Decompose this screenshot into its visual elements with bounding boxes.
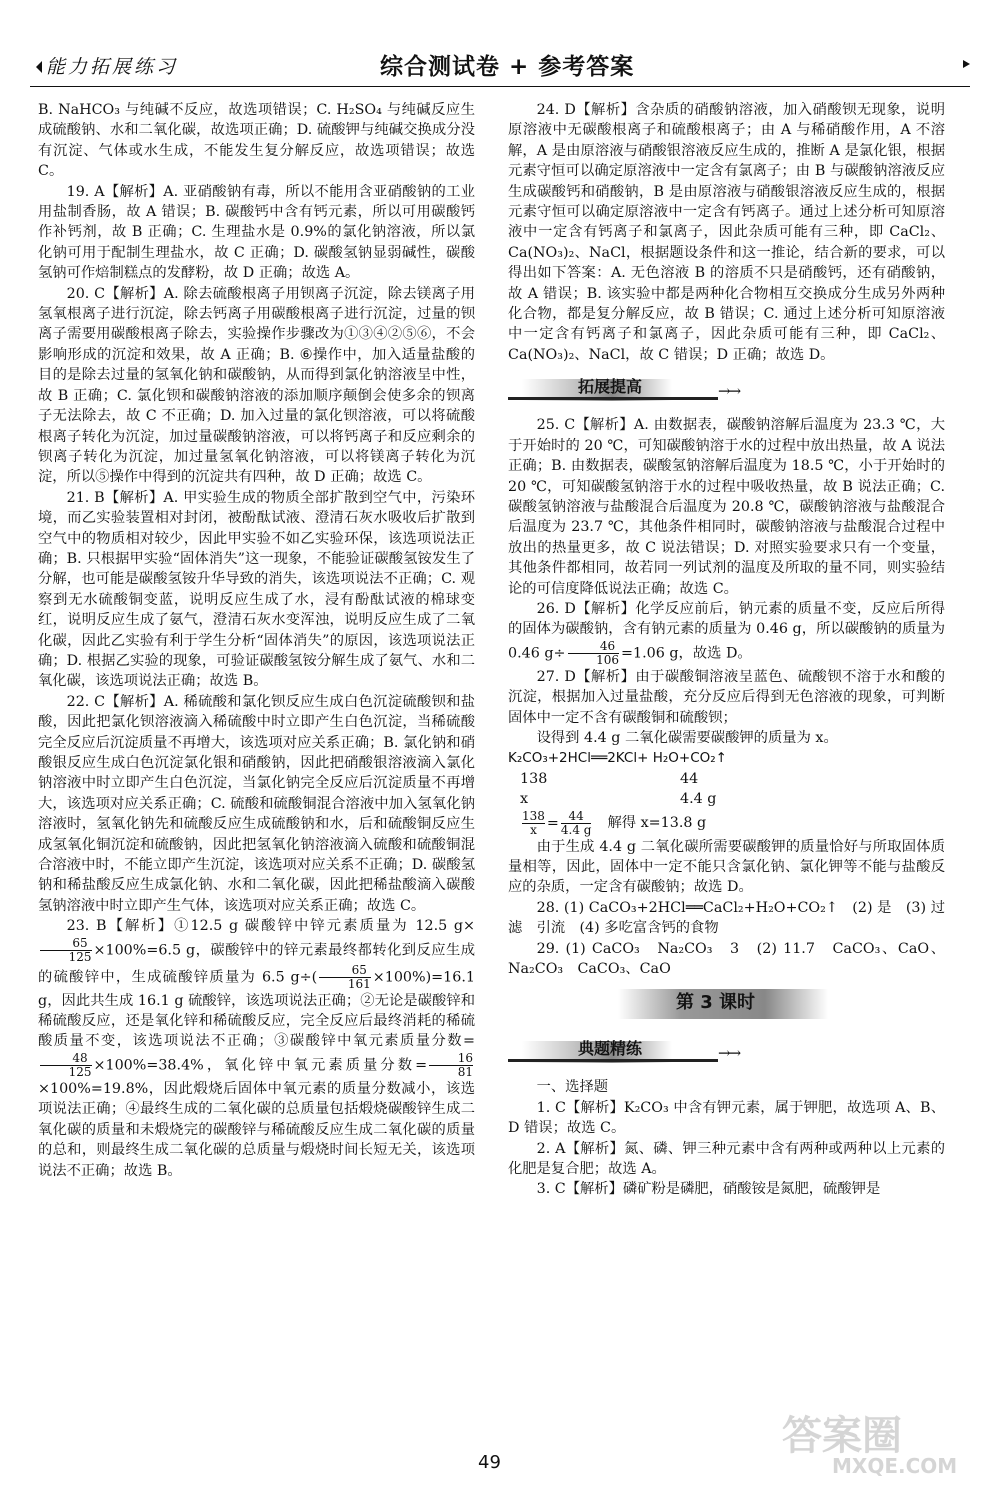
fraction	[40, 1052, 92, 1079]
text-run: ×100%=19.8%，因此煅烧后固体中氧元素的质量分数减小，该选项说法正确；④最终生成的二氧化碳的总质量包括煅烧碳酸锌生成二氧化碳的质量和未煅烧完的碳酸锌与稀硫酸反应生成二氧化碳的质量的总和，则最终生成二氧化碳的总质量与煅烧时间长短无关，该选项说法不正确；故选 B。	[38, 1080, 475, 1179]
page-header	[30, 48, 970, 82]
triangle-icon	[30, 61, 42, 73]
fraction-denominator: 125	[40, 950, 92, 964]
solve-text: 解得 x=13.8 g	[607, 815, 707, 832]
fraction	[429, 1052, 473, 1079]
section-title: 拓展提高	[578, 377, 643, 397]
fraction-denominator: 4.4 g	[560, 822, 592, 837]
answer-paragraph: 24. D【解析】含杂质的硝酸钠溶液，加入硝酸钡无现象，说明原溶液中无碳酸根离子和硫酸根离子；由 A 与稀硝酸作用，A 不溶解，A 是由原溶液与硝酸银溶液反应生成的，推断 A 是氯化银，根据元素守恒可以确定原溶液中一定含有氯离子；由 B 与碳酸钠溶液反应生成碳酸钙和硝酸钠，B 是由原溶液与硝酸银溶液反应生成的，根据元素守恒可以确定原溶液中一定含有钙离子。通过上述分析可知原溶液中一定含有钙离子和氯离子，因此杂质可能有三种，即 CaCl₂、Ca(NO₃)₂、NaCl，根据题设条件和这一推论，结合新的要求，可以得出如下答案：A. 无色溶液 B 的溶质不只是硝酸钙，还有硝酸钠，故 A 错误；B. 该实验中都是两种化合物相互交换成分生成另外两种化合物，都是复分解反应，故 B 错误；C. 通过上述分析可知原溶液中一定含有钙离子和氯离子，因此杂质可能有三种，即 CaCl₂、Ca(NO₃)₂、NaCl，故 C 错误；D 正确；故选 D。	[508, 102, 945, 363]
fraction-numerator: 46	[599, 638, 616, 653]
header-title: 综合测试卷 + 参考答案	[380, 54, 635, 80]
answer-paragraph: 3. C【解析】磷矿粉是磷肥，硝酸铵是氮肥，硫酸钾是	[536, 1181, 881, 1198]
fraction	[568, 640, 620, 667]
answer-paragraph-23	[38, 916, 475, 1181]
answer-paragraph: 2. A【解析】氮、磷、钾三种元素中含有两种或两种以上元素的化肥是复合肥；故选 A。	[508, 1140, 945, 1178]
answer-paragraph: 20. C【解析】A. 除去硫酸根离子用钡离子沉淀，除去镁离子用氢氧根离子进行沉淀，除去钙离子用碳酸根离子进行沉淀，过量的钡离子需要用碳酸根离子除去，实验操作步骤改为①③④②⑤⑥，不会影响形成的沉淀和效果，故 A 正确；B. ⑥操作中，加入适量盐酸的目的是除去过量的氢氧化钠和碳酸钠，从而得到氯化钠溶液呈中性，故 B 正确；C. 氯化钡和碳酸钠溶液的添加顺序颠倒会使多余的钡离子无法除去，故 C 不正确；D. 加入过量的氯化钡溶液，可以将硫酸根离子转化为沉淀，加过量碳酸钠溶液，可以将钙离子和反应剩余的钡离子转化为沉淀，加过量氢氧化钠溶液，可以将镁离子转化为沉淀，所以⑤操作中得到的沉淀共有四种，故 D 正确；故选 C。	[38, 285, 475, 486]
section-banner	[508, 1033, 945, 1071]
right-column	[508, 100, 945, 1200]
fraction-numerator: 44	[568, 808, 584, 823]
double-arrow-icon: →→	[718, 382, 740, 401]
ratio-value: x	[520, 791, 529, 808]
fraction-numerator: 16	[457, 1050, 473, 1065]
fraction-numerator: 65	[351, 962, 367, 977]
banner-bar	[508, 397, 718, 400]
answer-paragraph: 25. C【解析】A. 由数据表，碳酸钠溶解后温度为 23.3 ℃，大于开始时的 20 ℃，可知碳酸钠溶于水的过程中放出热量，故 A 说法正确；B. 由数据表，碳酸氢钠溶解后温度为 18.5 ℃，小于开始时的 20 ℃，可知碳酸氢钠溶于水的过程中吸收热量，故 B 说法正确；C. 碳酸氢钠溶液与盐酸混合后温度为 20.8 ℃，碳酸钠溶液与盐酸混合后温度为 23.7 ℃，其他条件相同时，碳酸钠溶液与盐酸混合过程中放出的热量更多，故 C 说法错误；D. 对照实验要求只有一个变量，其他条件都相同，故若同一列试剂的温度及所取的量不同，则实验结论的可信度降低说法正确；故选 C。	[508, 417, 945, 597]
section-banner	[508, 371, 945, 409]
fraction-denominator: 161	[319, 977, 371, 991]
answer-paragraph: 一、选择题	[536, 1079, 609, 1096]
ratio-value: 44	[680, 770, 699, 787]
text-run: 26. D【解析】化学反应前后，钠元素的质量不变，反应后所得的固体为碳酸钠，含有钠元素的质量为 0.46 g，所以碳酸钠的质量为 0.46 g÷	[508, 600, 945, 662]
text-run: =1.06 g，故选 D。	[621, 645, 752, 662]
answer-paragraph: 19. A【解析】A. 亚硝酸钠有毒，所以不能用含亚硝酸钠的工业用盐制香肠，故 A 错误；B. 碳酸钙中含有钙元素，所以可用碳酸钙作补钙剂，故 B 正确；C. 生理盐水是 0.9%的氯化钠溶液，所以氯化钠可用于配制生理盐水，故 C 正确；D. 碳酸氢钠显弱碱性，碳酸氢钠可作焙制糕点的发酵粉，故 D 正确；故选 A。	[38, 183, 475, 282]
fraction-numerator: 138	[522, 808, 545, 823]
watermark: 答案圈 MXQE.COM	[782, 1413, 958, 1478]
ratio-value: 4.4 g	[680, 791, 717, 808]
text-run: ×100%=6.5 g，碳酸锌中的锌元素最终都转化到反应生成的硫酸锌中，生成硫酸锌质量为 6.5 g÷(	[38, 942, 475, 986]
double-arrow-icon: →→	[718, 1044, 740, 1063]
answer-assumption: 设得到 4.4 g 二氧化碳需要碳酸钾的质量为 x。	[536, 729, 838, 746]
fraction	[40, 937, 92, 964]
left-column	[38, 100, 475, 1181]
fraction-denominator: x	[522, 823, 545, 837]
fraction-numerator: 65	[72, 935, 88, 950]
answer-conclusion: 由于生成 4.4 g 二氧化碳所需要碳酸钾的质量恰好与所取固体质量相等，因此，固体中一定不能只含氯化钠、氯化钾等不能与盐酸反应的杂质，一定含有碳酸钠；故选 D。	[508, 838, 945, 896]
answer-paragraph-27: 27. D【解析】由于碳酸铜溶液呈蓝色、硫酸钡不溶于水和酸的沉淀，根据加入过量盐酸，充分反应后得到无色溶液的现象，可判断固体中一定不含有碳酸铜和硫酸钡；	[508, 668, 945, 726]
page-number: 49	[478, 1452, 501, 1473]
header-series-name: 能力拓展练习	[30, 52, 178, 79]
fraction-denominator: 106	[568, 653, 620, 667]
fraction-denominator: 81	[429, 1065, 473, 1079]
ratio-value: 138	[520, 770, 548, 787]
triangle-right-icon	[963, 60, 970, 68]
fraction	[319, 964, 371, 991]
text-run: ×100%=38.4%，氧化锌中氧元素质量分数=	[93, 1057, 428, 1074]
answer-paragraph-28: 28. (1) CaCO₃+2HCl══CaCl₂+H₂O+CO₂↑ (2) 是 (3) 过滤 引流 (4) 多吃富含钙的食物	[508, 899, 945, 937]
answer-paragraph: 22. C【解析】A. 稀硫酸和氯化钡反应生成白色沉淀硫酸钡和盐酸，因此把氯化钡溶液滴入稀硫酸中时立即产生白色沉淀，当稀硫酸完全反应后沉淀质量不再增大，该选项对应关系正确；B. 氯化钠和硝酸银反应生成白色沉淀氯化银和硝酸钠，因此把硝酸银溶液滴入氯化钠溶液中时立即产生白色沉淀，当氯化钠完全反应后沉淀质量不再增大，该选项对应关系正确；C. 硫酸和硫酸铜混合溶液中加入氢氧化钠溶液时，氢氧化钠先和硫酸反应生成硫酸钠和水，后和硫酸铜反应生成氢氧化铜沉淀和硫酸钠，因此把氢氧化钠溶液滴入硫酸和硫酸铜混合溶液中时，不能立即产生沉淀，该选项对应关系不正确；D. 碳酸氢钠和稀盐酸反应生成氯化钠、水和二氧化碳，因此把稀盐酸滴入碳酸氢钠溶液中时立即产生气体，该选项对应关系正确；故选 C。	[38, 693, 475, 914]
header-rule	[30, 86, 970, 87]
answer-paragraph-26	[508, 599, 945, 667]
lesson-banner	[508, 985, 945, 1027]
answer-paragraph-29: 29. (1) CaCO₃ Na₂CO₃ 3 (2) 11.7 CaCO₃、CaO、Na₂CO₃ CaCO₃、CaO	[508, 940, 945, 978]
section-title: 典题精练	[578, 1039, 643, 1059]
ratio-row	[508, 789, 945, 809]
fraction-denominator: 125	[40, 1065, 92, 1079]
equals-sign: =	[546, 815, 559, 832]
fraction	[522, 810, 545, 837]
lesson-title: 第 3 课时	[676, 992, 756, 1014]
answer-paragraph: B. NaHCO₃ 与纯碱不反应，故选项错误；C. H₂SO₄ 与纯碱反应生成硫酸钠、水和二氧化碳，故选项正确；D. 硫酸钾与纯碱交换成分没有沉淀、气体或水生成，不能发生复分解反应，故选项错误；故选 C。	[38, 102, 475, 180]
chemical-equation: K₂CO₃+2HCl══2KCl+ H₂O+CO₂↑	[508, 750, 727, 767]
answer-paragraph: 1. C【解析】K₂CO₃ 中含有钾元素，属于钾肥，故选项 A、B、D 错误；故选 C。	[508, 1099, 945, 1137]
fraction	[561, 810, 592, 837]
proportion-line	[508, 810, 945, 837]
text-run: 23. B【解析】①12.5 g 碳酸锌中锌元素质量为 12.5 g×	[66, 918, 475, 935]
banner-bar	[508, 1059, 718, 1062]
text-run: ×100%)=16.1 g，因此共生成 16.1 g 硫酸锌，该选项说法正确；②无论是碳酸锌和稀硫酸反应，还是氧化锌和稀硫酸反应，完全反应后最终消耗的稀硫酸质量不变，该选项说法不正确；③碳酸锌中氧元素质量分数=	[38, 969, 475, 1050]
ratio-row	[508, 769, 945, 789]
fraction-numerator: 48	[72, 1050, 88, 1065]
answer-paragraph: 21. B【解析】A. 甲实验生成的物质全部扩散到空气中，污染环境，而乙实验装置相对封闭，被酚酞试液、澄清石灰水吸收后扩散到空气中的物质相对较少，因此甲实验不如乙实验环保，该选项说法正确；B. 只根据甲实验“固体消失”这一现象，不能验证碳酸氢铵发生了分解，也可能是碳酸氢铵升华导致的消失，该选项说法不正确；C. 观察到无水硫酸铜变蓝，说明反应生成了水，浸有酚酞试液的棉球变红，说明反应生成了氨气，澄清石灰水变浑浊，说明反应生成了二氧化碳，因此乙实验有利于学生分析“固体消失”的原因，该选项说法正确；D. 根据乙实验的现象，可验证碳酸氢铵分解生成了氨气、水和二氧化碳，该选项说法正确；故选 B。	[38, 489, 475, 690]
